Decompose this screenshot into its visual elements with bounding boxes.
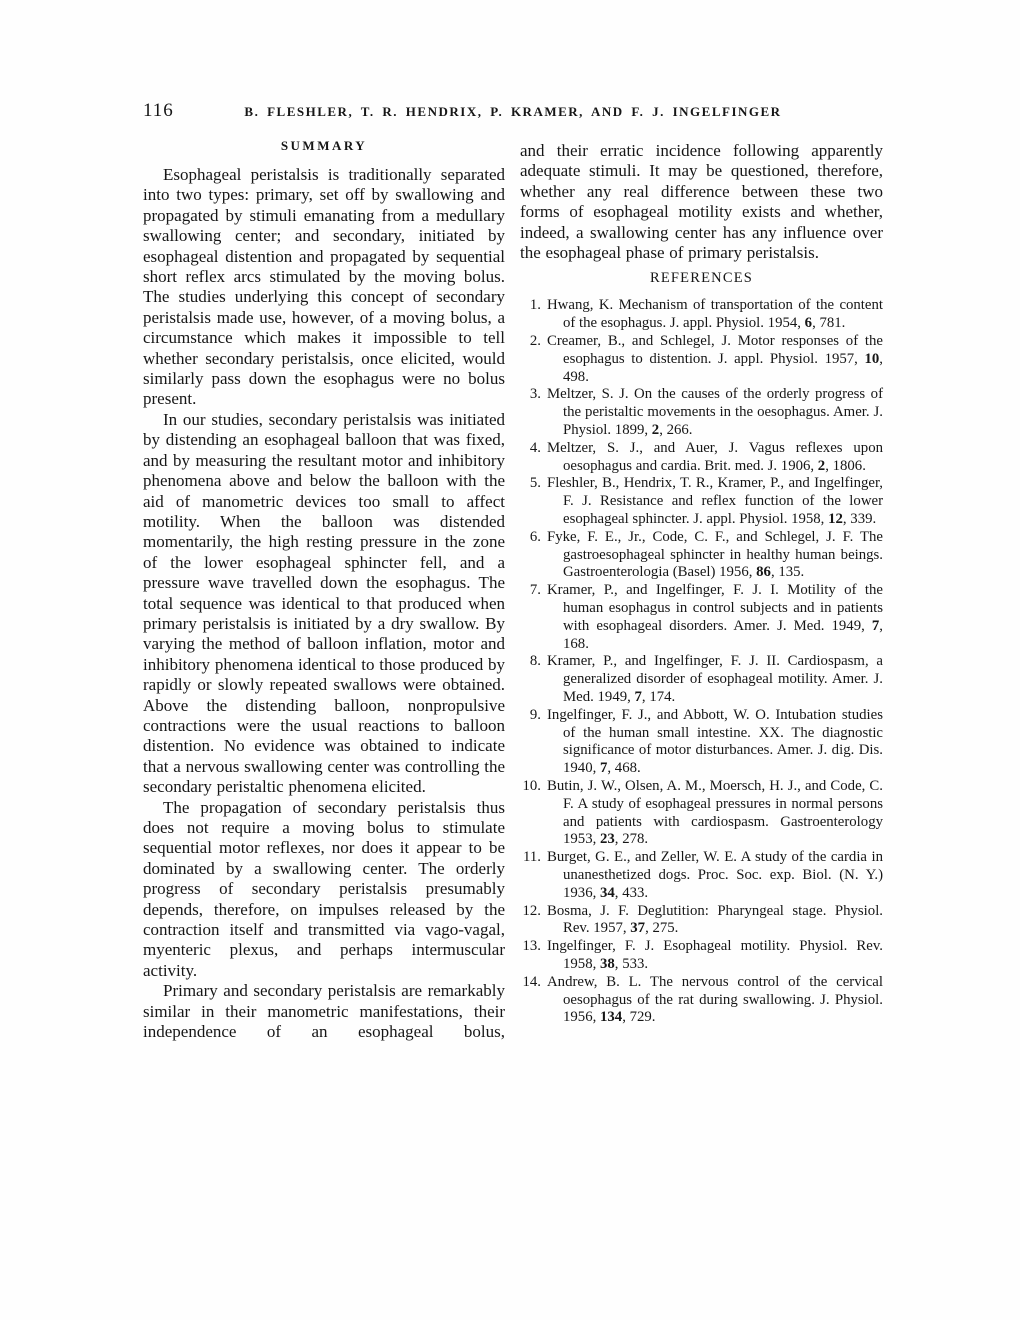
reference-volume: 10: [864, 350, 880, 367]
reference-text: Fyke, F. E., Jr., Code, C. F., and Schlegel, J. F. The gastroesophageal sphincter in healthy human beings. Gastroenterologia (Basel) 1956,: [547, 528, 883, 581]
reference-number: 3.: [529, 386, 541, 403]
reference-volume: 23: [600, 831, 615, 848]
running-header: B. FLESHLER, T. R. HENDRIX, P. KRAMER, AND F. J. INGELFINGER: [244, 104, 782, 119]
reference-pages: , 266.: [659, 422, 693, 439]
reference-pages: , 174.: [641, 688, 676, 705]
reference-volume: 37: [630, 920, 646, 937]
page-number: 116: [143, 100, 174, 121]
reference-text: Bosma, J. F. Deglutition: Pharyngeal stage. Physiol. Rev. 1957,: [547, 902, 883, 937]
reference-list: [520, 297, 883, 1027]
reference-item: [520, 297, 883, 333]
reference-number: 1.: [529, 297, 541, 314]
reference-volume: 34: [600, 884, 615, 901]
reference-pages: , 339.: [842, 511, 877, 527]
reference-pages: , 1806.: [825, 457, 866, 474]
reference-number: 2.: [529, 333, 541, 350]
reference-pages: , 168.: [563, 617, 883, 652]
summary-paragraph: The propagation of secondary peristalsis thus does not require a moving bolus to stimulate sequential motor reflexes, nor does it appear to be dominated by a swallowing center. The orderly progress of secondary peristalsis presumably depends, therefore, on impulses released by the contraction itself and transmitted via vago-vagal, myenteric plexus, and perhaps intermuscular activity.: [143, 797, 505, 980]
reference-pages: , 498.: [563, 350, 883, 385]
reference-number: 5.: [529, 475, 541, 492]
reference-item: [520, 475, 883, 528]
reference-number: 11.: [523, 849, 541, 866]
reference-item: [520, 938, 883, 974]
reference-text: Creamer, B., and Schlegel, J. Motor responses of the esophagus to distention. J. appl. Physiol. 1957,: [547, 333, 883, 367]
reference-item: [520, 440, 883, 476]
reference-pages: , 781.: [812, 315, 846, 332]
reference-item: [520, 707, 883, 778]
reference-text: Meltzer, S. J. On the causes of the orderly progress of the peristaltic movements in the oesophagus. Amer. J. Physiol. 1899,: [547, 386, 883, 439]
reference-item: [520, 386, 883, 439]
reference-pages: , 135.: [770, 564, 805, 581]
reference-number: 8.: [529, 653, 541, 670]
reference-text: Meltzer, S. J., and Auer, J. Vagus reflexes upon oesophagus and cardia. Brit. med. J. 1906,: [547, 439, 883, 474]
reference-text: Burget, G. E., and Zeller, W. E. A study of the cardia in unanesthetized dogs. Proc. Soc. exp. Biol. (N. Y.) 1936,: [547, 849, 883, 901]
reference-number: 7.: [529, 582, 541, 599]
reference-volume: 7: [871, 617, 880, 634]
references-heading: REFERENCES: [649, 270, 754, 287]
summary-heading: SUMMARY: [280, 138, 368, 153]
reference-volume: 6: [804, 315, 813, 332]
reference-item: [520, 333, 883, 386]
summary-continuation-paragraph: and their erratic incidence following apparently adequate stimuli. It may be questioned, therefore, whether any real difference between these two forms of esophageal motility exists and whether, indeed, a swallowing center has any influence over the esophageal phase of primary peristalsis.: [520, 141, 883, 263]
reference-pages: , 533.: [614, 955, 649, 972]
reference-volume: 7: [634, 688, 642, 705]
reference-text: Kramer, P., and Ingelfinger, F. J. I. Motility of the human esophagus in control subjects and in patients with esophageal disorders. Amer. J. Med. 1949,: [547, 582, 883, 634]
reference-item: [520, 653, 883, 706]
reference-item: [520, 529, 883, 582]
reference-number: 13.: [522, 938, 541, 955]
reference-pages: , 278.: [614, 831, 649, 848]
reference-volume: 2: [817, 457, 826, 474]
reference-volume: 86: [756, 564, 771, 581]
reference-text: Kramer, P., and Ingelfinger, F. J. II. Cardiospasm, a generalized disorder of esophageal motility. Amer. J. Med. 1949,: [547, 653, 883, 705]
summary-paragraphs: [143, 165, 505, 1042]
reference-volume: 134: [600, 1009, 623, 1026]
reference-item: [520, 849, 883, 902]
reference-text: Andrew, B. L. The nervous control of the cervical oesophagus of the rat during swallowing. J. Physiol. 1956,: [547, 973, 883, 1026]
reference-volume: 12: [828, 511, 843, 527]
reference-item: [520, 903, 883, 939]
reference-number: 12.: [522, 902, 541, 919]
reference-pages: , 729.: [622, 1009, 656, 1026]
summary-paragraph: Esophageal peristalsis is traditionally separated into two types: primary, set off by swallowing and propagated by stimuli emanating from a medullary swallowing center; and secondary, initiated by esophageal distention and propagated by sequential short reflex arcs stimulated by the moving bolus. The studies underlying this concept of secondary peristalsis made use, however, of a moving bolus, a circumstance which makes it impossible to tell whether secondary peristalsis, once elicited, would similarly pass down the esophagus were no bolus present.: [143, 165, 505, 409]
reference-pages: , 275.: [645, 920, 679, 937]
reference-number: 6.: [529, 528, 541, 545]
reference-number: 4.: [529, 439, 541, 456]
reference-text: Ingelfinger, F. J., and Abbott, W. O. Intubation studies of the human small intestine. XX. The diagnostic significance of motor disturbances. Amer. J. dig. Dis. 1940,: [547, 706, 883, 777]
reference-item: [520, 974, 883, 1027]
reference-volume: 38: [600, 955, 615, 972]
reference-number: 9.: [529, 706, 541, 723]
reference-volume: 7: [600, 760, 608, 777]
summary-paragraph: Primary and secondary peristalsis are remarkably similar in their manometric manifestations, their independence of an esophageal bolus,: [143, 981, 505, 1042]
reference-text: Fleshler, B., Hendrix, T. R., Kramer, P., and Ingelfinger, F. J. Resistance and reflex function of the lower esophageal sphincter. J. appl. Physiol. 1958,: [547, 475, 883, 527]
reference-pages: , 433.: [614, 884, 649, 901]
reference-item: [520, 778, 883, 849]
left-column: [143, 139, 505, 1042]
right-column: [520, 141, 883, 1027]
reference-number: 14.: [522, 973, 541, 990]
reference-text: Hwang, K. Mechanism of transportation of the content of the esophagus. J. appl. Physiol. 1954,: [547, 297, 883, 332]
reference-pages: , 468.: [607, 760, 641, 777]
reference-text: Butin, J. W., Olsen, A. M., Moersch, H. J., and Code, C. F. A study of esophageal pressures in normal persons and patients with cardiospasm. Gastroenterology 1953,: [547, 777, 883, 848]
reference-text: Ingelfinger, F. J. Esophageal motility. Physiol. Rev. 1958,: [547, 938, 883, 972]
reference-volume: 2: [651, 422, 660, 439]
reference-number: 10.: [522, 777, 541, 794]
reference-item: [520, 582, 883, 653]
summary-paragraph: In our studies, secondary peristalsis was initiated by distending an esophageal balloon that was fixed, and by measuring the resultant motor and inhibitory phenomena above and below the balloon with the aid of manometric devices too small to affect motility. When the balloon was distended momentarily, the high resting pressure in the zone of the lower esophageal sphincter fell, and a pressure wave travelled down the esophagus. The total sequence was identical to that produced when primary peristalsis is initiated by a dry swallow. By varying the method of balloon inflation, motor and inhibitory phenomena identical to those produced by rapidly or slowly repeated swallows were obtained. Above the distending balloon, nonpropulsive contractions were the usual reactions to balloon distention. No evidence was obtained to indicate that a nervous swallowing center was controlling the secondary peristaltic phenomena elicited.: [143, 409, 505, 797]
